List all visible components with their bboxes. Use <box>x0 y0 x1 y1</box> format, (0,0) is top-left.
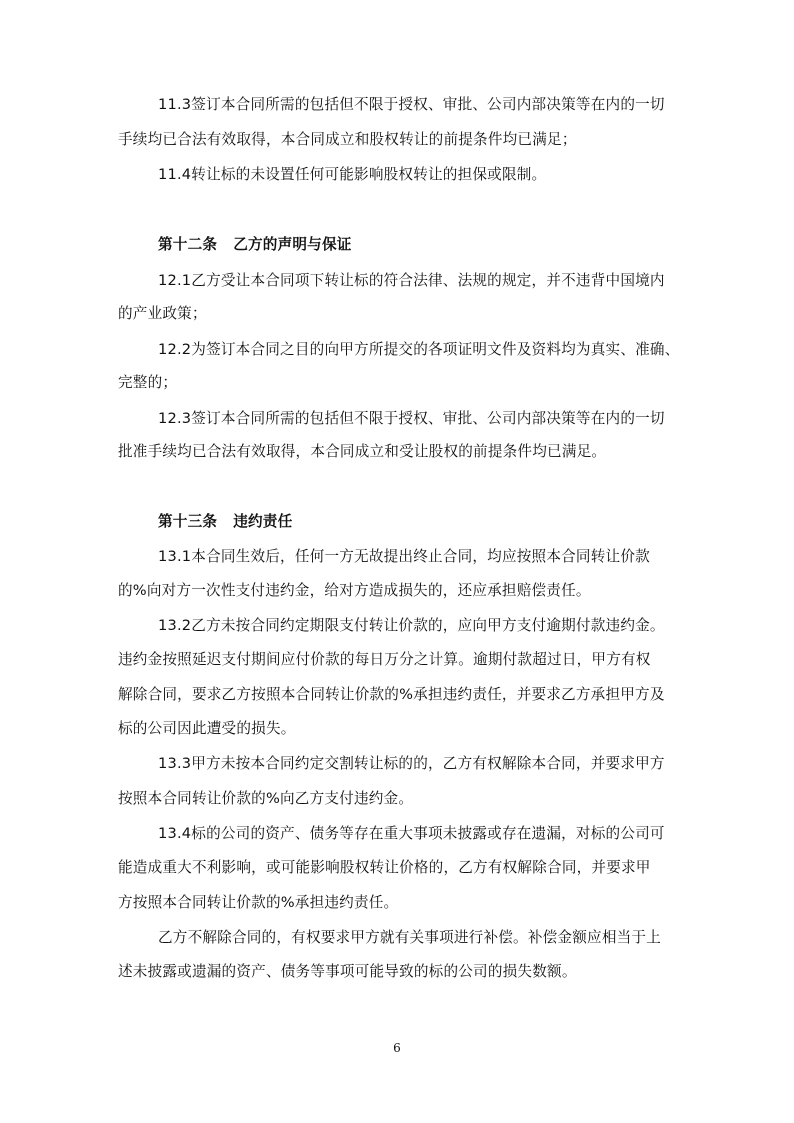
clause-13-2-line-2: 违约金按照延迟支付期间应付价款的每日万分之计算。逾期付款超过日，甲方有权 <box>118 651 651 668</box>
clause-12-3-line-2: 批准手续均已合法有效取得，本合同成立和受让股权的前提条件均已满足。 <box>118 443 607 460</box>
clause-13-4-line-2: 能造成重大不利影响，或可能影响股权转让价格的，乙方有权解除合同，并要求甲 <box>118 859 651 876</box>
clause-12-2-line-1: 12.2为签订本合同之目的向甲方所提交的各项证明文件及资料均为真实、准确、 <box>158 341 680 358</box>
clause-12-1-line-2: 的产业政策； <box>118 305 207 322</box>
clause-13-4-line-3: 方按照本合同转让价款的%承担违约责任。 <box>118 894 399 911</box>
clause-13-4-line-1: 13.4标的公司的资产、债务等存在重大事项未披露或存在遗漏，对标的公司可 <box>158 825 665 842</box>
clause-12-1-line-1: 12.1乙方受让本合同项下转让标的符合法律、法规的规定，并不违背中国境内 <box>158 272 665 289</box>
clause-13-1-line-1: 13.1本合同生效后，任何一方无故提出终止合同，均应按照本合同转让价款 <box>158 548 650 565</box>
page-number: 6 <box>393 1041 401 1055</box>
clause-12-3-line-1: 12.3签订本合同所需的包括但不限于授权、审批、公司内部决策等在内的一切 <box>158 410 665 427</box>
clause-11-3-line-1: 11.3签订本合同所需的包括但不限于授权、审批、公司内部决策等在内的一切 <box>158 96 665 113</box>
clause-12-heading <box>158 235 352 255</box>
clause-13-5-line-2: 述未披露或遗漏的资产、债务等事项可能导致的标的公司的损失数额。 <box>118 963 577 980</box>
clause-12-heading-title: 乙方的声明与保证 <box>233 236 352 253</box>
clause-13-heading <box>158 512 292 532</box>
clause-13-3-line-2: 按照本合同转让价款的%向乙方支付违约金。 <box>118 790 414 807</box>
clause-13-2-line-1: 13.2乙方未按合同约定期限支付转让价款的，应向甲方支付逾期付款违约金。 <box>158 617 665 634</box>
clause-11-4-line-1: 11.4转让标的未设置任何可能影响股权转让的担保或限制。 <box>158 166 547 183</box>
clause-13-heading-number: 第十三条 <box>158 513 218 530</box>
clause-12-2-line-2: 完整的； <box>118 374 178 391</box>
clause-13-2-line-4: 标的公司因此遭受的损失。 <box>118 720 296 737</box>
clause-11-3-line-2: 手续均已合法有效取得，本合同成立和股权转让的前提条件均已满足； <box>118 131 577 148</box>
clause-13-heading-title: 违约责任 <box>233 513 293 530</box>
clause-13-3-line-1: 13.3甲方未按本合同约定交割转让标的的，乙方有权解除本合同，并要求甲方 <box>158 755 665 772</box>
clause-12-heading-number: 第十二条 <box>158 236 218 253</box>
clause-13-2-line-3: 解除合同，要求乙方按照本合同转让价款的%承担违约责任，并要求乙方承担甲方及 <box>118 686 665 703</box>
clause-13-1-line-2: 的%向对方一次性支付违约金，给对方造成损失的，还应承担赔偿责任。 <box>118 582 591 599</box>
clause-13-5-line-1: 乙方不解除合同的，有权要求甲方就有关事项进行补偿。补偿金额应相当于上 <box>158 929 661 946</box>
